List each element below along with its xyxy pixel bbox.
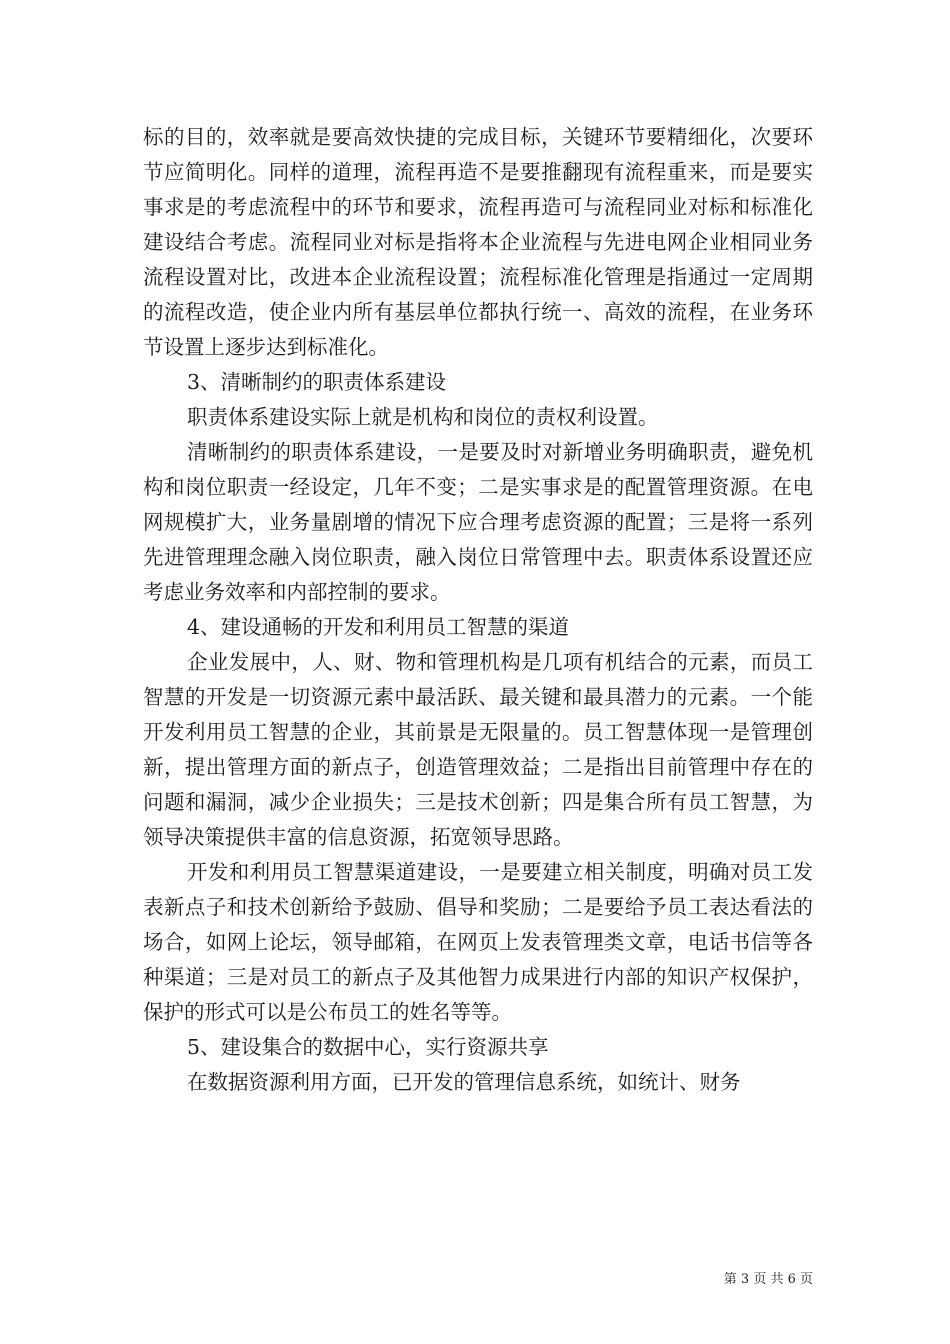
paragraph-data-resources: 在数据资源利用方面，已开发的管理信息系统，如统计、财务 xyxy=(187,1070,741,1094)
paragraph-responsibility-definition: 职责体系建设实际上就是机构和岗位的责权利设置。 xyxy=(187,405,659,429)
paragraph-process-reengineering: 标的目的，效率就是要高效快捷的完成目标，关键环节要精细化，次要环节应简明化。同样的道理，流程再造不是要推翻现有流程重来，而是要实事求是的考虑流程中的环节和要求，流程再造可与流程同业对标和标准化建设结合考虑。流程同业对标是指将本企业流程与先进电网企业相同业务流程设置对比，改进本企业流程设置；流程标准化管理是指通过一定周期的流程改造，使企业内所有基层单位都执行统一、高效的流程，在业务环节设置上逐步达到标准化。 xyxy=(143,125,813,359)
document-body xyxy=(143,120,813,1100)
paragraph-responsibility-system: 清晰制约的职责体系建设，一是要及时对新增业务明确职责，避免机构和岗位职责一经设定，几年不变；二是实事求是的配置管理资源。在电网规模扩大，业务量剧增的情况下应合理考虑资源的配置；三是将一系列先进管理理念融入岗位职责，融入岗位日常管理中去。职责体系设置还应考虑业务效率和内部控制的要求。 xyxy=(143,440,813,604)
section-heading-5: 5、建设集合的数据中心，实行资源共享 xyxy=(187,1035,549,1059)
section-heading-4: 4、建设通畅的开发和利用员工智慧的渠道 xyxy=(187,615,570,639)
section-heading-3: 3、清晰制约的职责体系建设 xyxy=(187,370,447,394)
paragraph-employee-wisdom: 企业发展中，人、财、物和管理机构是几项有机结合的元素，而员工智慧的开发是一切资源元素中最活跃、最关键和最具潜力的元素。一个能开发利用员工智慧的企业，其前景是无限量的。员工智慧体现一是管理创新，提出管理方面的新点子，创造管理效益；二是指出目前管理中存在的问题和漏洞，减少企业损失；三是技术创新；四是集合所有员工智慧，为领导决策提供丰富的信息资源，拓宽领导思路。 xyxy=(143,650,813,849)
page-number-footer: 第 3 页 共 6 页 xyxy=(723,1272,813,1287)
paragraph-wisdom-channels: 开发和利用员工智慧渠道建设，一是要建立相关制度，明确对员工发表新点子和技术创新给予鼓励、倡导和奖励；二是要给予员工表达看法的场合，如网上论坛，领导邮箱，在网页上发表管理类文章，电话书信等各种渠道；三是对员工的新点子及其他智力成果进行内部的知识产权保护，保护的形式可以是公布员工的姓名等等。 xyxy=(143,860,813,1024)
